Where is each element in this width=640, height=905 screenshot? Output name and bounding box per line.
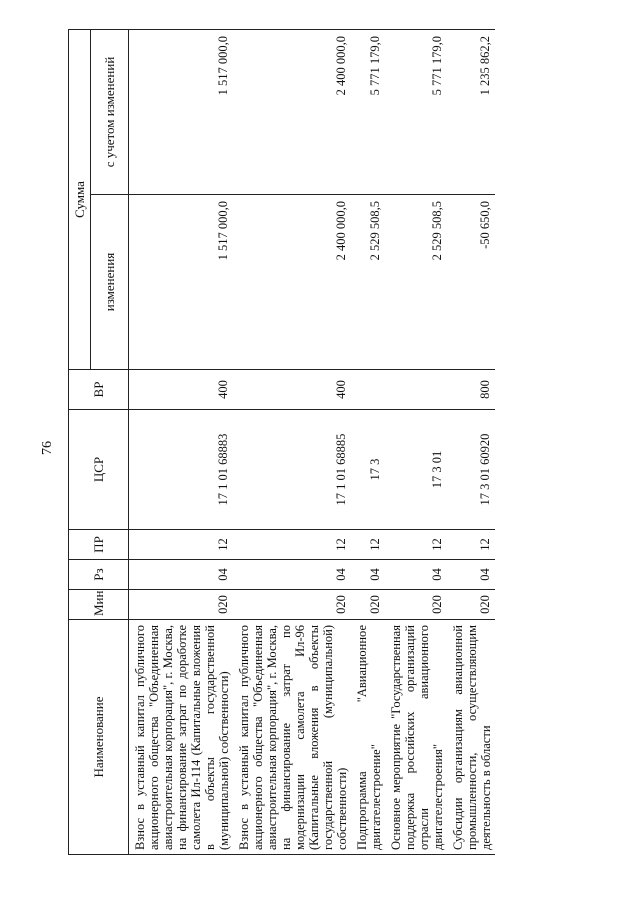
row-vr: 800	[447, 370, 495, 410]
row-pr: 12	[129, 530, 234, 560]
row-with-changes: 1 517 000,0	[129, 30, 234, 195]
row-pr: 12	[447, 530, 495, 560]
header-csr: ЦСР	[69, 410, 129, 530]
table-row	[385, 30, 447, 855]
row-with-changes: 2 400 000,0	[233, 30, 351, 195]
row-min: 020	[385, 590, 447, 620]
row-vr	[351, 370, 385, 410]
header-vr: ВР	[69, 370, 129, 410]
row-vr: 400	[233, 370, 351, 410]
row-name: Подпрограмма "Авиационное двигателестроение"	[351, 620, 385, 855]
row-rz: 04	[129, 560, 234, 590]
row-min: 020	[233, 590, 351, 620]
row-changes: 1 517 000,0	[129, 195, 234, 370]
header-changes: изменения	[91, 195, 129, 370]
table-row	[447, 30, 495, 855]
row-csr: 17 1 01 68883	[129, 410, 234, 530]
row-min: 020	[447, 590, 495, 620]
row-csr: 17 3 01 60920	[447, 410, 495, 530]
row-csr: 17 1 01 68885	[233, 410, 351, 530]
row-with-changes: 1 235 862,2	[447, 30, 495, 195]
table-row	[351, 30, 385, 855]
row-changes: 2 529 508,5	[385, 195, 447, 370]
row-changes: -50 650,0	[447, 195, 495, 370]
row-name: Основное мероприятие "Государственная поддержка российских организаций отрасли авиационного двигателестроения"	[385, 620, 447, 855]
budget-table	[68, 29, 495, 855]
row-name: Субсидии организациям авиационной промышленности, осуществляющим деятельность в области	[447, 620, 495, 855]
row-rz: 04	[233, 560, 351, 590]
row-with-changes: 5 771 179,0	[351, 30, 385, 195]
row-with-changes: 5 771 179,0	[385, 30, 447, 195]
row-min: 020	[351, 590, 385, 620]
row-rz: 04	[447, 560, 495, 590]
header-with-changes: с учетом изменений	[91, 30, 129, 195]
header-name: Наименование	[69, 620, 129, 855]
header-rz: Рз	[69, 560, 129, 590]
table-row	[129, 30, 234, 855]
row-changes: 2 400 000,0	[233, 195, 351, 370]
header-sum: Сумма	[69, 30, 91, 370]
row-rz: 04	[385, 560, 447, 590]
table-row	[233, 30, 351, 855]
row-pr: 12	[351, 530, 385, 560]
header-min: Мин	[69, 590, 129, 620]
page-number: 76	[40, 441, 55, 455]
row-changes: 2 529 508,5	[351, 195, 385, 370]
row-vr	[385, 370, 447, 410]
row-min: 020	[129, 590, 234, 620]
row-pr: 12	[385, 530, 447, 560]
row-vr: 400	[129, 370, 234, 410]
row-name: Взнос в уставный капитал публичного акционерного общества "Объединенная авиастроительная корпорация", г. Москва, на финансирование затрат по доработке самолета Ил-114 (Капитальные вложения в объекты государственной (муниципальной) собственности)	[129, 620, 234, 855]
row-csr: 17 3 01	[385, 410, 447, 530]
row-csr: 17 3	[351, 410, 385, 530]
row-rz: 04	[351, 560, 385, 590]
row-pr: 12	[233, 530, 351, 560]
header-pr: ПР	[69, 530, 129, 560]
budget-sheet	[68, 30, 578, 855]
row-name: Взнос в уставный капитал публичного акционерного общества "Объединенная авиастроительная корпорация", г. Москва, на финансирование затрат по модернизации самолета Ил-96 (Капитальные вложения в объекты государственной (муниципальной) собственности)	[233, 620, 351, 855]
